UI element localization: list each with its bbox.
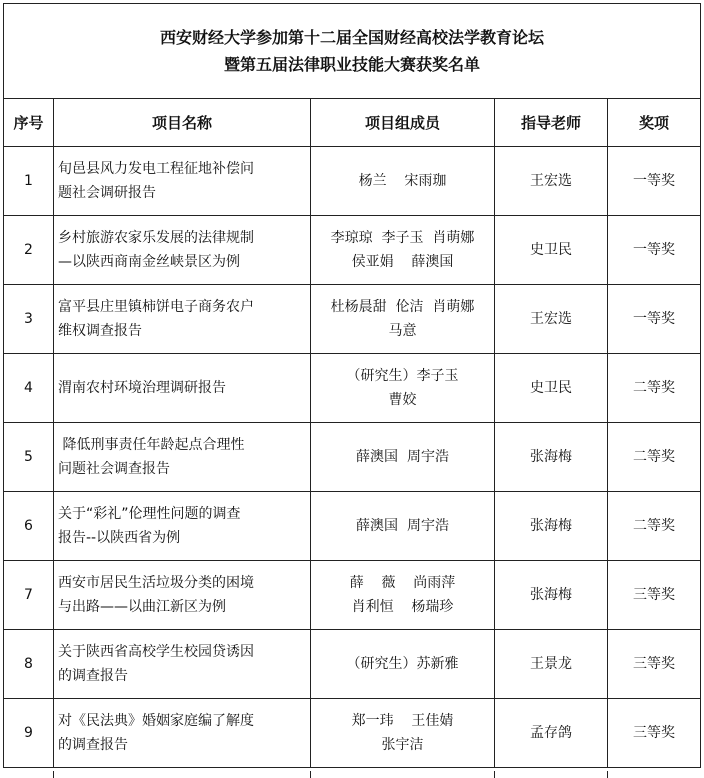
column-divider <box>53 771 54 778</box>
award: 二等奖 <box>608 354 701 423</box>
project-name <box>54 216 311 285</box>
award: 三等奖 <box>608 699 701 768</box>
award: 一等奖 <box>608 285 701 354</box>
table-row <box>4 423 701 492</box>
members-line: 曹姣 <box>388 392 417 408</box>
project-name-line: 关于“彩礼”伦理性问题的调查 <box>58 506 241 522</box>
row-index: 7 <box>4 561 54 630</box>
row-index: 4 <box>4 354 54 423</box>
advisor: 史卫民 <box>495 216 608 285</box>
members-line: 薛澳国 周宇浩 <box>356 449 449 465</box>
project-name-line: 的调查报告 <box>58 668 128 684</box>
award-table <box>3 3 701 768</box>
members-line: 张宇洁 <box>381 737 424 753</box>
members-line: （研究生）李子玉 <box>346 368 459 384</box>
project-members <box>311 423 495 492</box>
title-line-1: 西安财经大学参加第十二届全国财经高校法学教育论坛 <box>160 28 545 47</box>
column-divider <box>310 771 311 778</box>
project-name <box>54 492 311 561</box>
award: 三等奖 <box>608 561 701 630</box>
table-row <box>4 147 701 216</box>
members-line: 李琼琼 李子玉 肖萌娜 <box>330 230 475 246</box>
members-line: 郑一玮 王佳婧 <box>351 713 454 729</box>
row-index: 5 <box>4 423 54 492</box>
project-name-line: 富平县庄里镇柿饼电子商务农户 <box>58 299 254 315</box>
project-name-line: 渭南农村环境治理调研报告 <box>58 380 226 396</box>
table-row <box>4 630 701 699</box>
members-line: 侯亚娟 薛澳国 <box>351 254 454 270</box>
project-members <box>311 630 495 699</box>
table-row <box>4 354 701 423</box>
advisor: 王景龙 <box>495 630 608 699</box>
members-line: 薛 薇 尚雨萍 <box>349 575 456 591</box>
project-members <box>311 216 495 285</box>
project-name <box>54 699 311 768</box>
project-name-line: 乡村旅游农家乐发展的法律规制 <box>58 230 254 246</box>
header-members: 项目组成员 <box>311 99 495 147</box>
advisor: 史卫民 <box>495 354 608 423</box>
row-index: 8 <box>4 630 54 699</box>
project-name <box>54 354 311 423</box>
members-line: 肖利恒 杨瑞珍 <box>351 599 454 615</box>
column-divider <box>494 771 495 778</box>
project-name <box>54 147 311 216</box>
project-name-line: 关于陕西省高校学生校园贷诱因 <box>58 644 254 660</box>
award: 一等奖 <box>608 216 701 285</box>
project-name-line: 的调查报告 <box>58 737 128 753</box>
header-project: 项目名称 <box>54 99 311 147</box>
table-row <box>4 561 701 630</box>
project-name <box>54 285 311 354</box>
title-line-2: 暨第五届法律职业技能大赛获奖名单 <box>224 55 481 74</box>
members-line: 薛澳国 周宇浩 <box>356 518 449 534</box>
project-name-line: —以陕西商南金丝峡景区为例 <box>58 254 240 270</box>
header-award: 奖项 <box>608 99 701 147</box>
table-row <box>4 492 701 561</box>
project-name-line: 对《民法典》婚姻家庭编了解度 <box>58 713 254 729</box>
members-line: （研究生）苏新雅 <box>346 656 459 672</box>
project-members <box>311 147 495 216</box>
header-row <box>4 99 701 147</box>
advisor: 王宏选 <box>495 285 608 354</box>
advisor: 张海梅 <box>495 561 608 630</box>
project-name-line: 维权调查报告 <box>58 323 142 339</box>
award: 一等奖 <box>608 147 701 216</box>
advisor: 张海梅 <box>495 492 608 561</box>
row-index: 3 <box>4 285 54 354</box>
members-line: 杜杨晨甜 伦洁 肖萌娜 <box>330 299 475 315</box>
row-index: 2 <box>4 216 54 285</box>
project-name <box>54 561 311 630</box>
column-divider <box>607 771 608 778</box>
project-members <box>311 285 495 354</box>
project-name-line: 问题社会调查报告 <box>58 461 170 477</box>
table-continuation <box>0 771 704 778</box>
award: 三等奖 <box>608 630 701 699</box>
project-name-line: 题社会调研报告 <box>58 185 156 201</box>
table-row <box>4 285 701 354</box>
project-name <box>54 630 311 699</box>
table-title <box>4 4 701 99</box>
project-name-line: 降低刑事责任年龄起点合理性 <box>58 437 245 453</box>
project-name-line: 西安市居民生活垃圾分类的困境 <box>58 575 254 591</box>
row-index: 1 <box>4 147 54 216</box>
advisor: 王宏选 <box>495 147 608 216</box>
project-members <box>311 492 495 561</box>
project-members <box>311 561 495 630</box>
project-name-line: 报告--以陕西省为例 <box>58 530 181 546</box>
advisor: 张海梅 <box>495 423 608 492</box>
table-row <box>4 216 701 285</box>
project-members <box>311 699 495 768</box>
project-name-line: 旬邑县风力发电工程征地补偿问 <box>58 161 254 177</box>
project-name-line: 与出路——以曲江新区为例 <box>58 599 226 615</box>
header-index: 序号 <box>4 99 54 147</box>
project-members <box>311 354 495 423</box>
row-index: 9 <box>4 699 54 768</box>
table-row <box>4 699 701 768</box>
project-name <box>54 423 311 492</box>
award: 二等奖 <box>608 492 701 561</box>
row-index: 6 <box>4 492 54 561</box>
members-line: 杨兰 宋雨珈 <box>358 173 447 189</box>
advisor: 孟存鸽 <box>495 699 608 768</box>
members-line: 马意 <box>388 323 417 339</box>
header-advisor: 指导老师 <box>495 99 608 147</box>
award: 二等奖 <box>608 423 701 492</box>
